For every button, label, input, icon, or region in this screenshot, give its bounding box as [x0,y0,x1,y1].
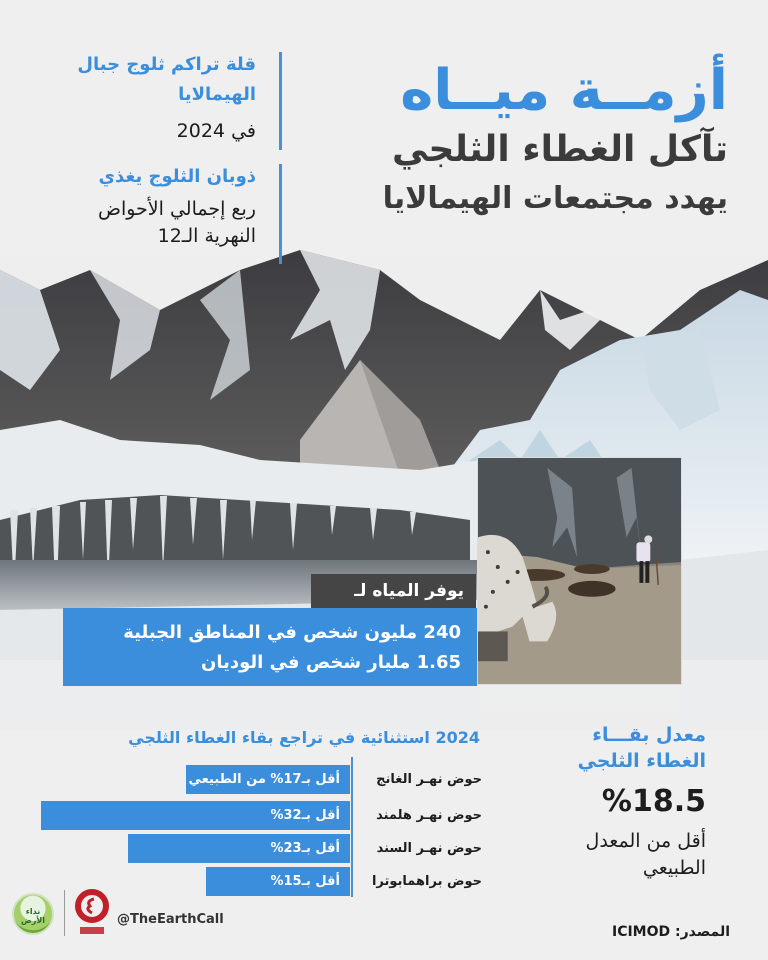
fact-divider [279,164,282,264]
fact-heading: ذوبان الثلوج يغذي [98,166,256,187]
fact-heading: قلة تراكم ثلوج جبال الهيمالايا [77,54,256,105]
chart-category-label: حوض براهمابوترا [371,874,482,889]
earth-call-logo-text: نداء الأرض [20,907,46,925]
chart-row-helmand [0,801,490,830]
stat-value: %18.5 [601,784,706,819]
facts-column [24,50,282,266]
stat-heading-line2: الغطاء الثلجي [577,750,706,772]
chart-category-label: حوض نهـر هلمند [376,808,482,823]
chart-bar: أقل بـ17% من الطبيعي [186,765,350,794]
supply-line-mountains: 240 مليون شخص في المناطق الجبلية [123,622,461,643]
fact-divider [279,52,282,150]
supply-heading: يوفر المياه لـ [311,574,476,608]
supply-box [63,608,477,686]
stat-body-line2: الطبيعي [642,857,706,879]
fact-body-line1: ربع إجمالي الأحواض [97,198,256,220]
earth-call-logo [12,893,54,935]
chart-category-label: حوض نهـر الغانج [376,772,482,787]
chart-bar: أقل بـ15% [206,867,350,896]
fact-snow-accumulation [24,50,282,152]
title-block [328,58,728,222]
chart-category-label: حوض نهـر السند [376,841,482,856]
fact-snowmelt [24,162,282,266]
chart-bar: أقل بـ32% [41,801,350,830]
chart-title: 2024 استثنائية في تراجع بقاء الغطاء الثلجي [128,728,480,747]
fact-body-line2: النهرية الـ12 [157,225,256,247]
yak-hiker-photo [477,457,682,685]
chart-row-indus [0,834,490,863]
social-handle: @TheEarthCall [117,912,224,927]
snow-persistence-stat [496,722,706,882]
chart-bar: أقل بـ23% [128,834,350,863]
logo-divider [64,890,65,936]
page-subtitle-line2: يهدد مجتمعات الهيمالايا [382,181,728,216]
stat-body [496,828,706,882]
fact-body [24,196,256,250]
al-ain-logo [72,889,112,939]
source-credit: المصدر: ICIMOD [611,924,730,940]
page-subtitle-line1: تآكل الغطاء الثلجي [392,129,728,170]
chart-row-ganges [0,765,490,794]
stat-body-line1: أقل من المعدل [585,830,706,852]
stat-heading [496,722,706,774]
supply-line-valleys: 1.65 مليار شخص في الوديان [200,652,461,673]
fact-body: في 2024 [176,120,256,142]
page-title: أزمــة ميــاه [400,58,728,123]
stat-heading-line1: معدل بقـــاء [592,724,706,746]
